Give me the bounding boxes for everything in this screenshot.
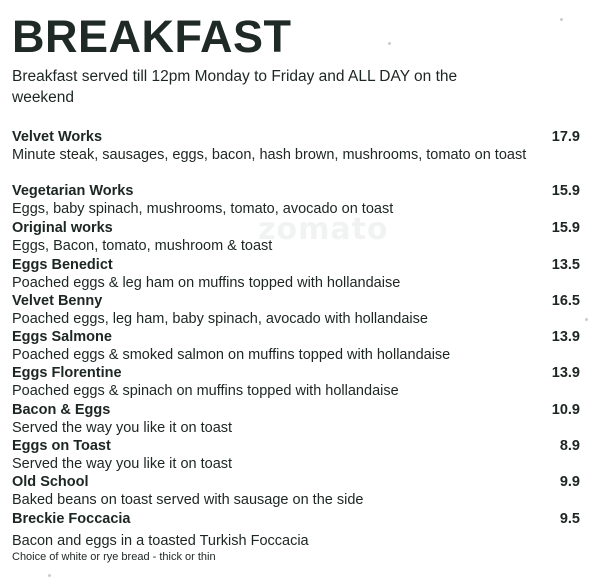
- item-description: Poached eggs & spinach on muffins topped with hollandaise: [12, 383, 399, 399]
- item-price: 13.5: [551, 257, 580, 273]
- item-name: Velvet Benny: [12, 293, 103, 309]
- menu-item: [12, 182, 592, 218]
- item-name: Eggs on Toast: [12, 438, 111, 454]
- item-price: 10.9: [551, 402, 580, 418]
- item-description: Poached eggs & leg ham on muffins topped with hollandaise: [12, 275, 401, 291]
- item-name: Vegetarian Works: [12, 183, 134, 199]
- menu-item: [12, 292, 592, 328]
- item-price: 17.9: [551, 129, 580, 145]
- item-name: Velvet Works: [12, 129, 103, 145]
- menu-item: [12, 510, 592, 564]
- paper-speck: [48, 574, 51, 577]
- item-price: 13.9: [551, 329, 580, 345]
- item-name: Original works: [12, 220, 113, 236]
- menu-item: [12, 219, 592, 255]
- menu-item: [12, 256, 592, 292]
- menu-subtitle: Breakfast served till 12pm Monday to Friday and ALL DAY on the weekend: [12, 68, 458, 106]
- item-name: Eggs Florentine: [12, 365, 122, 381]
- item-price: 16.5: [551, 293, 580, 309]
- watermark: zomato: [258, 212, 389, 247]
- item-name: Eggs Salmone: [12, 329, 112, 345]
- item-name: Old School: [12, 474, 89, 490]
- item-description: Eggs, Bacon, tomato, mushroom & toast: [12, 238, 273, 254]
- item-description: Baked beans on toast served with sausage on the side: [12, 492, 364, 508]
- item-price: 9.5: [559, 511, 580, 527]
- item-description: Served the way you like it on toast: [12, 420, 233, 436]
- item-description: Bacon and eggs in a toasted Turkish Foccacia: [12, 533, 309, 549]
- menu-item: [12, 401, 592, 437]
- item-price: 15.9: [551, 220, 580, 236]
- item-description: Poached eggs, leg ham, baby spinach, avocado with hollandaise: [12, 311, 428, 327]
- item-name: Breckie Foccacia: [12, 511, 131, 527]
- item-name: Eggs Benedict: [12, 257, 113, 273]
- paper-speck: [560, 18, 563, 21]
- item-name: Bacon & Eggs: [12, 402, 111, 418]
- item-price: 9.9: [559, 474, 580, 490]
- menu-item: [12, 364, 592, 400]
- menu-item: [12, 328, 592, 364]
- item-price: 8.9: [559, 438, 580, 454]
- paper-speck: [388, 42, 391, 45]
- item-description: Minute steak, sausages, eggs, bacon, hash brown, mushrooms, tomato on toast: [12, 147, 527, 163]
- item-price: 15.9: [551, 183, 580, 199]
- item-note: Choice of white or rye bread - thick or thin: [12, 551, 216, 563]
- menu-item: [12, 437, 592, 473]
- item-description: Served the way you like it on toast: [12, 456, 233, 472]
- item-price: 13.9: [551, 365, 580, 381]
- paper-speck: [585, 318, 588, 321]
- item-description: Poached eggs & smoked salmon on muffins topped with hollandaise: [12, 347, 451, 363]
- menu-item: [12, 128, 592, 164]
- menu-item: [12, 473, 592, 509]
- menu-title: BREAKFAST: [12, 11, 292, 62]
- item-description: Eggs, baby spinach, mushrooms, tomato, avocado on toast: [12, 201, 394, 217]
